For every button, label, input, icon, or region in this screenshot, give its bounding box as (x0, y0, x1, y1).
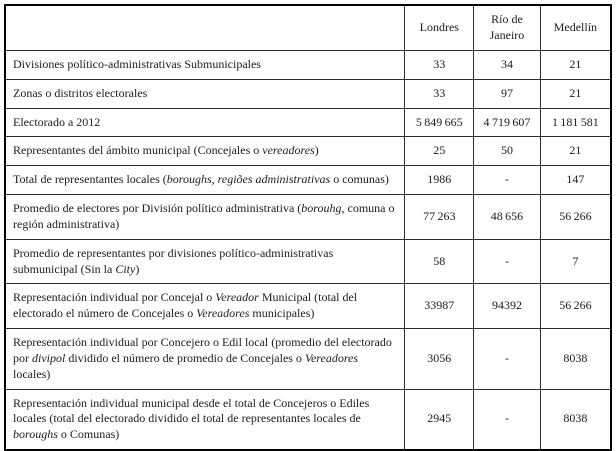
table-row (5, 195, 611, 240)
label-segment-italic: divipol (32, 350, 66, 365)
table-row (5, 51, 611, 80)
row-value: 56 266 (540, 284, 611, 329)
row-label (5, 195, 405, 240)
label-segment: locales) (13, 366, 51, 381)
row-value: 56 266 (540, 195, 611, 240)
label-segment: ) (135, 261, 140, 276)
row-value: 25 (405, 137, 474, 166)
label-segment-italic: Vereador (215, 290, 259, 305)
table-row (5, 166, 611, 195)
row-value: 4 719 607 (474, 108, 541, 137)
row-value: 21 (540, 79, 611, 108)
row-value: 8038 (540, 329, 611, 389)
row-value: 94392 (474, 284, 541, 329)
table-header (5, 5, 611, 51)
label-segment-italic: Vereadores (196, 306, 250, 321)
label-segment-italic: boroughs (13, 427, 58, 442)
label-segment: Municipal (total del electorado el número de Concejales o (13, 290, 358, 321)
row-value: - (474, 389, 541, 450)
row-value: - (474, 239, 541, 284)
row-value: - (474, 329, 541, 389)
label-segment: Representación individual por Concejero o Edil local (promedio del electorado por (13, 335, 392, 365)
row-value: 7 (540, 239, 611, 284)
row-value: 1 181 581 (540, 108, 611, 137)
header-row (5, 5, 611, 51)
row-value: 147 (540, 166, 611, 195)
row-label (5, 239, 405, 284)
row-label (5, 284, 405, 329)
row-label (5, 79, 405, 108)
header-corner-cell (5, 5, 405, 51)
row-label (5, 329, 405, 389)
table-row (5, 329, 611, 389)
row-value: 33987 (405, 284, 474, 329)
label-segment: Representación individual por Concejal o (13, 290, 216, 305)
row-value: 3056 (405, 329, 474, 389)
table-body (5, 51, 611, 451)
label-segment: Divisiones político-administrativas Submunicipales (13, 57, 261, 71)
label-segment: municipales) (249, 306, 315, 321)
row-label (5, 137, 405, 166)
label-segment: Total de representantes locales ( (13, 172, 167, 187)
label-segment: Promedio de electores por División político administrativa ( (13, 201, 302, 216)
label-segment: Promedio de representantes por divisiones político-administrativas submunicipal (Sin la (13, 245, 334, 276)
label-segment-italic: City (115, 261, 136, 276)
table-row (5, 108, 611, 137)
label-segment: o comunas) (330, 172, 389, 187)
row-value: 2945 (405, 389, 474, 450)
row-value: 97 (474, 79, 541, 108)
label-segment-italic: vereadores (262, 143, 315, 158)
column-header-rio-de-janeiro: Río de Janeiro (474, 5, 541, 51)
row-value: 48 656 (474, 195, 541, 240)
table-row (5, 239, 611, 284)
row-label (5, 389, 405, 450)
comparison-table (4, 4, 612, 451)
row-value: 21 (540, 51, 611, 80)
table-row (5, 79, 611, 108)
row-value: 50 (474, 137, 541, 166)
row-value: 1986 (405, 166, 474, 195)
row-value: 58 (405, 239, 474, 284)
label-segment-italic: Vereadores (304, 350, 359, 365)
row-label (5, 51, 405, 80)
row-value: 34 (474, 51, 541, 80)
label-segment: Zonas o distritos electorales (13, 85, 148, 100)
table-row (5, 284, 611, 329)
row-value: 33 (405, 79, 474, 108)
table-row (5, 137, 611, 166)
label-segment: o Comunas) (57, 427, 120, 442)
label-segment: , comuna o región administrativa) (13, 201, 395, 231)
table-row (5, 389, 611, 450)
row-value: 8038 (540, 389, 611, 450)
label-segment: Representación individual municipal desde el total de Concejeros o Ediles locales (total del electorado dividido el total de representantes locales de (13, 395, 370, 426)
column-header-medellin: Medellín (540, 5, 611, 51)
label-segment: Representantes del ámbito municipal (Concejales o (13, 143, 263, 158)
column-header-londres: Londres (405, 5, 474, 51)
row-value: 77 263 (405, 195, 474, 240)
row-value: 5 849 665 (405, 108, 474, 137)
row-value: 33 (405, 51, 474, 80)
label-segment: Electorado a 2012 (13, 114, 101, 129)
row-value: 21 (540, 137, 611, 166)
row-value: - (474, 166, 541, 195)
label-segment: dividido el número de promedio de Concejales o (65, 350, 305, 365)
row-label (5, 108, 405, 137)
row-label (5, 166, 405, 195)
label-segment-italic: boroughs, regiões administrativas (166, 172, 331, 187)
label-segment: ) (314, 143, 319, 158)
label-segment-italic: borouhg (301, 201, 342, 216)
